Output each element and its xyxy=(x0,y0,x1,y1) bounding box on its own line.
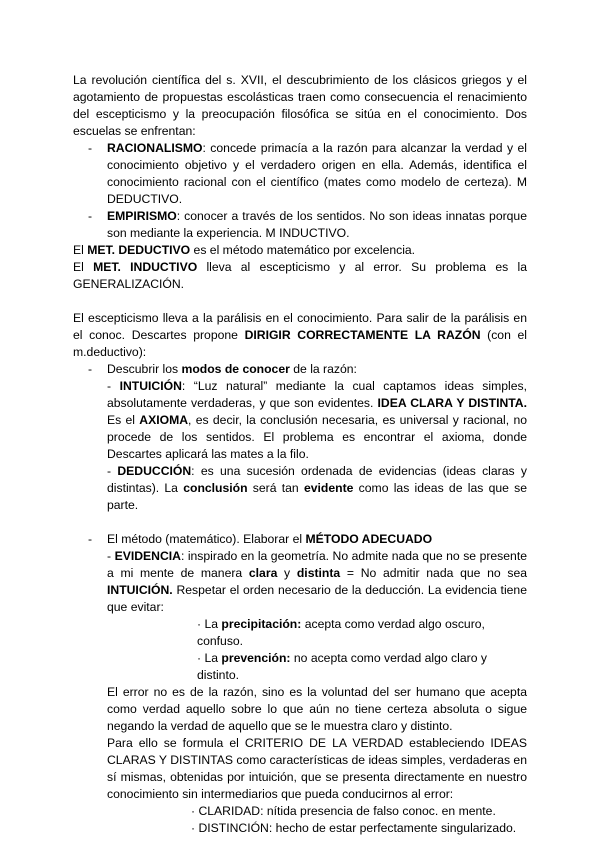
criterio-paragraph: Para ello se formula el CRITERIO DE LA VERDAD estableciendo IDEAS CLARAS Y DISTINTAS como características de ideas simples, verdaderas en sí mismas, obtenidas por intuición, que se presenta directamente en nuestro conocimiento sin intermediarios que pueda conducirnos al error: xyxy=(107,736,527,801)
metodo-item xyxy=(73,531,527,837)
precipitacion-line xyxy=(107,616,527,650)
deduccion-text2: será tan xyxy=(247,481,304,495)
prevencion-pre: · La xyxy=(197,651,222,665)
modos-item xyxy=(73,361,527,514)
deduccion-pre: - xyxy=(107,464,118,478)
metodo-pre: El método (matemático). Elaborar el xyxy=(107,532,306,546)
deductivo-pre: El xyxy=(73,243,88,257)
inductivo-pre: El xyxy=(73,260,94,274)
document-page xyxy=(73,72,527,837)
deduccion-text3: como las ideas de las que se parte. xyxy=(107,481,528,512)
precipitacion-pre: · La xyxy=(197,617,222,631)
deductivo-post: es el método matemático por excelencia. xyxy=(190,243,416,257)
evidencia-pre: - xyxy=(107,549,115,563)
evidencia-text4: Respetar el orden necesario de la deducción. La evidencia tiene que evitar: xyxy=(107,583,527,614)
claridad-line: · CLARIDAD: nítida presencia de falso conoc. en mente. xyxy=(191,804,496,818)
racionalismo-term: RACIONALISMO xyxy=(107,141,203,155)
dash-marker: - xyxy=(88,532,93,546)
evidencia-term2: clara xyxy=(248,566,278,580)
modos-term: modos de conocer xyxy=(181,362,290,376)
intuicion-text3: , es decir, la conclusión necesaria, es universal y racional, no procede de los sentidos. El problema es encontrar el axioma, donde Descartes aplicará las mates a la filo. xyxy=(107,413,527,461)
inductivo-term: MET. INDUCTIVO xyxy=(93,260,198,274)
evidencia-term: EVIDENCIA xyxy=(114,549,181,563)
dash-marker: - xyxy=(88,141,93,155)
intro-paragraph: La revolución científica del s. XVII, el descubrimiento de los clásicos griegos y el agotamiento de propuestas escolásticas traen como consecuencia el renacimiento del escepticismo y la preocupación filosófica se sitúa en el conocimiento. Dos escuelas se enfrentan: xyxy=(73,73,527,138)
evidencia-paragraph xyxy=(107,548,527,616)
precipitacion-post: acepta como verdad algo oscuro, confuso. xyxy=(197,617,485,648)
deductivo-term: MET. DEDUCTIVO xyxy=(87,243,191,257)
inductivo-line xyxy=(73,259,527,293)
empirismo-item xyxy=(73,208,527,242)
evidencia-text3: = No admitir nada que no sea xyxy=(340,566,528,580)
p2-post: (con el m.deductivo): xyxy=(73,328,527,359)
distincion-line: · DISTINCIÓN: hecho de estar perfectamente singularizado. xyxy=(191,821,517,835)
deduccion-term: DEDUCCIÓN xyxy=(117,464,192,478)
intuicion-text: : “Luz natural” mediante la cual captamos ideas simples, absolutamente verdaderas, y que son evidentes. xyxy=(107,379,527,410)
evidencia-term3: distinta xyxy=(296,566,341,580)
error-paragraph: El error no es de la razón, sino es la voluntad del ser humano que acepta como verdad aquello sobre lo que aún no tiene certeza absoluta o sigue negando la verdad de aquello que se le muestra claro y distinto. xyxy=(107,685,527,733)
dash-marker: - xyxy=(88,362,93,376)
p2-pre: El escepticismo lleva a la parálisis en el conocimiento. Para salir de la parálisis en el conoc. Descartes propone xyxy=(73,311,527,342)
deduccion-term2: conclusión xyxy=(183,481,248,495)
deductivo-line xyxy=(73,242,527,259)
intuicion-pre: - xyxy=(107,379,120,393)
prevencion-line xyxy=(107,650,527,684)
precipitacion-term: precipitación: xyxy=(221,617,302,631)
evidencia-text: : inspirado en la geometría. No admite nada que no se presente a mi mente de manera xyxy=(107,549,527,580)
evidencia-text2: y xyxy=(277,566,297,580)
empirismo-term: EMPIRISMO xyxy=(107,209,177,223)
prevencion-term: prevención: xyxy=(221,651,291,665)
intuicion-term3: AXIOMA xyxy=(139,413,189,427)
dash-marker: - xyxy=(88,209,93,223)
empirismo-text: : conocer a través de los sentidos. No son ideas innatas porque son mediante la experiencia. M INDUCTIVO. xyxy=(107,209,527,240)
racionalismo-text: : concede primacía a la razón para alcanzar la verdad y el conocimiento objetivo y el verdadero origen en ella. Además, identifica el conocimiento racional con el científico (mates como modelo de certeza). M DEDUCTIVO. xyxy=(107,141,527,206)
intuicion-term: INTUICIÓN xyxy=(119,379,182,393)
prevencion-post: no acepta como verdad algo claro y distinto. xyxy=(197,651,487,682)
metodo-term: MÉTODO ADECUADO xyxy=(305,532,433,546)
deduccion-term3: evidente xyxy=(303,481,354,495)
escepticismo-paragraph xyxy=(73,310,527,361)
deduccion-paragraph xyxy=(107,463,527,514)
modos-pre: Descubrir los xyxy=(107,362,182,376)
p2-term: DIRIGIR CORRECTAMENTE LA RAZÓN xyxy=(244,328,481,342)
evidencia-term4: INTUICIÓN. xyxy=(107,583,173,597)
inductivo-post: lleva al escepticismo y al error. Su problema es la GENERALIZACIÓN. xyxy=(73,260,527,291)
modos-post: de la razón: xyxy=(289,362,357,376)
intuicion-term2: IDEA CLARA Y DISTINTA. xyxy=(377,396,527,410)
intuicion-text2: Es el xyxy=(107,413,140,427)
intuicion-paragraph xyxy=(107,378,527,463)
racionalismo-item xyxy=(73,140,527,208)
deduccion-text: : es una sucesión ordenada de evidencias (ideas claras y distintas). La xyxy=(107,464,527,495)
